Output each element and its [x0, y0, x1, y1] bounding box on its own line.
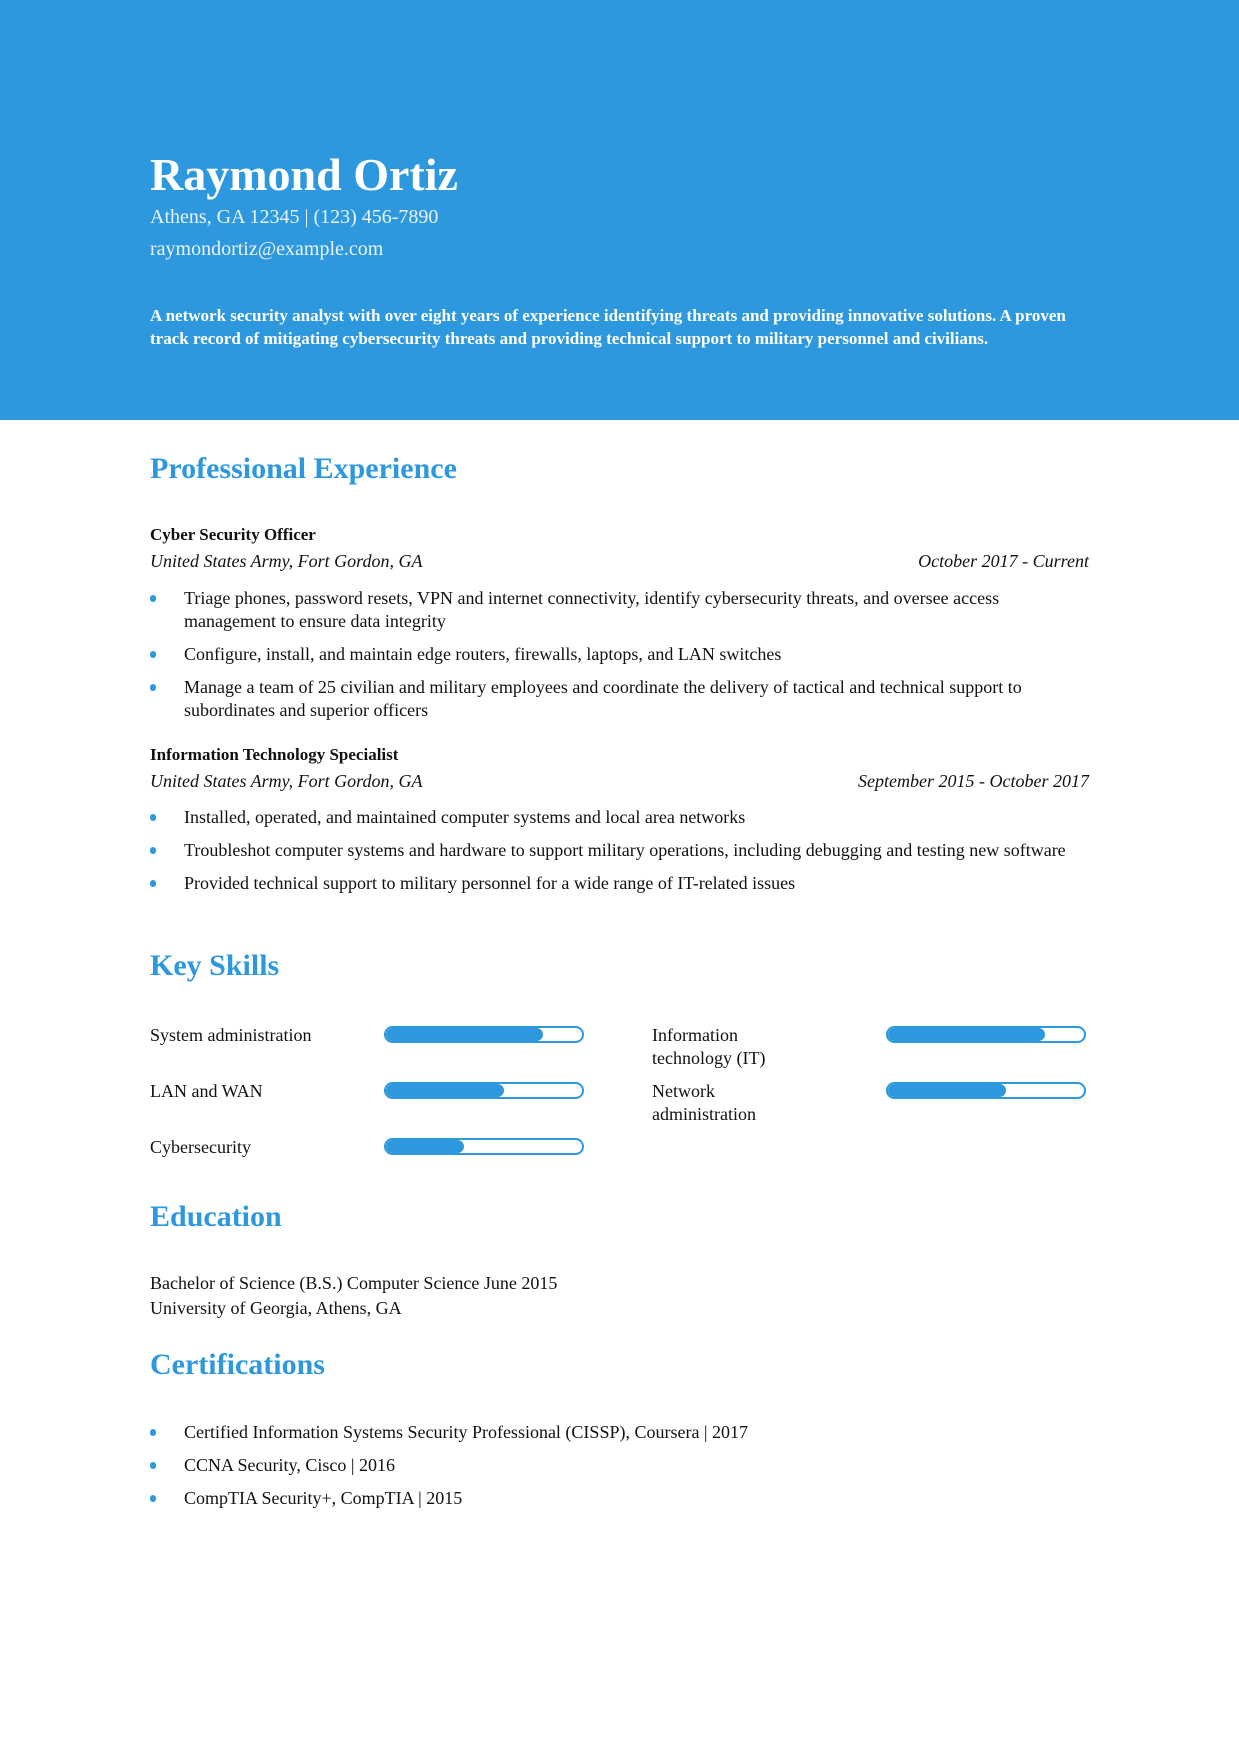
list-item	[150, 1421, 1090, 1444]
list-item	[150, 1454, 1090, 1477]
bullet-icon	[150, 1462, 156, 1469]
skill-label: System administration	[150, 1025, 312, 1045]
summary: A network security analyst with over eight years of experience identifying threats and providing innovative solutions. A proven track record of mitigating cybersecurity threats and providing technical support to military personnel and civilians.	[150, 306, 1066, 348]
bullet-text: Manage a team of 25 civilian and military employees and coordinate the delivery of tactical and technical support to subordinates and superior officers	[184, 677, 1022, 720]
skill-bar	[384, 1026, 584, 1043]
bullet-icon	[150, 651, 156, 658]
certification-text: Certified Information Systems Security Professional (CISSP), Coursera | 2017	[184, 1422, 749, 1442]
skill-bar-fill	[386, 1084, 504, 1097]
location-phone: Athens, GA 12345 | (123) 456-7890	[150, 206, 439, 228]
list-item	[150, 643, 1090, 666]
skill-bar-fill	[888, 1084, 1006, 1097]
job-title: Information Technology Specialist	[150, 745, 399, 764]
bullet-icon	[150, 880, 156, 887]
bullet-text: Troubleshot computer systems and hardware to support military operations, including debugging and testing new software	[184, 840, 1066, 860]
skill-bar-fill	[888, 1028, 1045, 1041]
bullet-icon	[150, 1495, 156, 1502]
list-item	[150, 839, 1090, 862]
list-item	[150, 806, 1090, 829]
skill-bar	[886, 1082, 1086, 1099]
skill-label: Network administration	[652, 1081, 756, 1124]
skill-bar	[384, 1082, 584, 1099]
list-item	[150, 587, 1090, 633]
job-bullets	[150, 806, 1090, 905]
job-title: Cyber Security Officer	[150, 525, 316, 544]
certifications-heading: Certifications	[150, 1348, 325, 1381]
certifications-list	[150, 1421, 1090, 1520]
bullet-text: Installed, operated, and maintained computer systems and local area networks	[184, 807, 746, 827]
bullet-icon	[150, 1429, 156, 1436]
bullet-icon	[150, 684, 156, 691]
education-heading: Education	[150, 1200, 282, 1233]
list-item	[150, 676, 1090, 722]
header-banner	[0, 0, 1239, 420]
bullet-icon	[150, 595, 156, 602]
skill-label: Information technology (IT)	[652, 1025, 766, 1068]
skill-bar	[384, 1138, 584, 1155]
job-bullets	[150, 587, 1090, 732]
skill-label: Cybersecurity	[150, 1137, 251, 1157]
email[interactable]: raymondortiz@example.com	[150, 238, 384, 260]
skill-label: LAN and WAN	[150, 1081, 263, 1101]
candidate-name: Raymond Ortiz	[150, 149, 458, 200]
bullet-text: Configure, install, and maintain edge routers, firewalls, laptops, and LAN switches	[184, 644, 782, 664]
list-item	[150, 1487, 1090, 1510]
bullet-icon	[150, 847, 156, 854]
bullet-text: Provided technical support to military personnel for a wide range of IT-related issues	[184, 873, 796, 893]
bullet-text: Triage phones, password resets, VPN and internet connectivity, identify cybersecurity threats, and oversee access management to ensure data integrity	[184, 588, 1000, 631]
certification-text: CCNA Security, Cisco | 2016	[184, 1455, 395, 1475]
experience-heading: Professional Experience	[150, 452, 457, 485]
certification-text: CompTIA Security+, CompTIA | 2015	[184, 1488, 463, 1508]
list-item	[150, 872, 1090, 895]
job-dates: October 2017 - Current	[918, 551, 1089, 571]
job-org: United States Army, Fort Gordon, GA	[150, 551, 423, 571]
skills-heading: Key Skills	[150, 949, 280, 982]
school: University of Georgia, Athens, GA	[150, 1298, 402, 1318]
degree: Bachelor of Science (B.S.) Computer Science June 2015	[150, 1273, 558, 1293]
job-dates: September 2015 - October 2017	[858, 771, 1089, 791]
bullet-icon	[150, 814, 156, 821]
skill-bar	[886, 1026, 1086, 1043]
job-org: United States Army, Fort Gordon, GA	[150, 771, 423, 791]
skill-bar-fill	[386, 1028, 543, 1041]
skill-bar-fill	[386, 1140, 464, 1153]
